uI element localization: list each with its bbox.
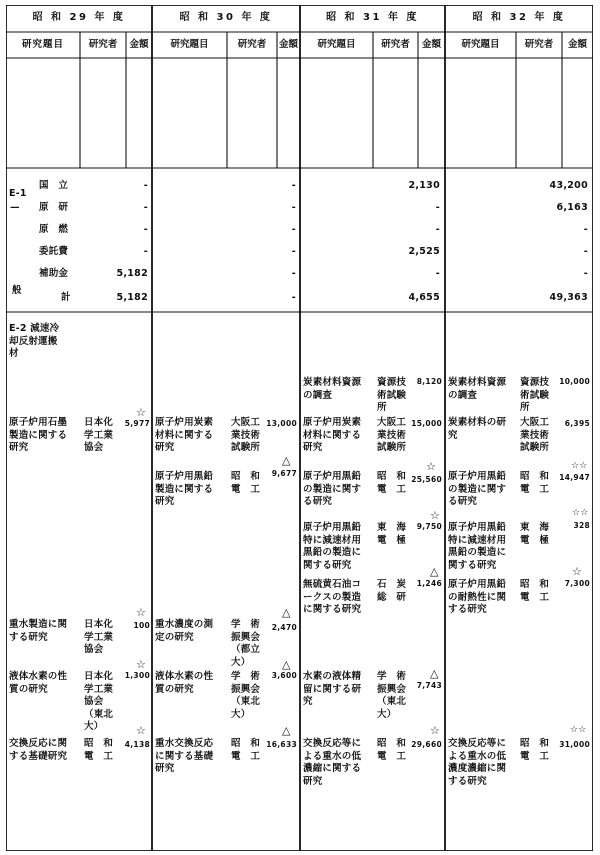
entry-topic: 交換反応等に よる重水の低 濃度濃縮に関 する研究 <box>448 738 507 787</box>
e1-value: - <box>291 268 296 279</box>
year-header-30: 昭 和 30 年 度 <box>179 12 273 23</box>
entry-researcher: 昭 和 電 工 <box>520 471 550 495</box>
entry-amount: 2,470 <box>271 623 297 632</box>
e1-value: - <box>291 224 296 235</box>
e1-value: 4,655 <box>408 292 440 303</box>
entry-researcher: 昭 和 電 工 <box>231 738 261 762</box>
e2-label: E-2 減速冷 却反射運搬 材 <box>9 323 60 359</box>
entry-topic: 交換反応等に よる重水の低 濃縮に関する 研究 <box>303 738 362 787</box>
entry-amount: 25,560 <box>411 475 442 484</box>
entry-topic: 無硫黄石油コ ークスの製造 に関する研究 <box>303 579 362 615</box>
entry-researcher: 東 海 電 極 <box>520 522 550 546</box>
entry-researcher: 昭 和 電 工 <box>377 471 407 495</box>
entry-researcher: 学 術 振興会 （東北 大） <box>231 671 261 720</box>
entry-amount: 5,977 <box>124 419 150 428</box>
entry-amount: 1,300 <box>124 671 150 680</box>
triangle-mark: △ <box>282 724 291 737</box>
entry-amount: 6,395 <box>564 419 590 428</box>
star-mark: ☆☆ <box>571 461 588 471</box>
e1-value: - <box>583 268 588 279</box>
triangle-mark: △ <box>430 565 439 578</box>
e1-value: 43,200 <box>549 180 588 191</box>
entry-amount: 4,138 <box>124 740 150 749</box>
e1-value: - <box>291 180 296 191</box>
entry-researcher: 昭 和 電 工 <box>84 738 114 762</box>
e1-value: 6,163 <box>556 202 588 213</box>
col-researcher-32: 研究者 <box>524 39 554 50</box>
e1-row-label: 計 <box>61 292 71 303</box>
entry-amount: 13,000 <box>266 419 297 428</box>
e1-row-label: 補助金 <box>39 268 69 279</box>
entry-amount: 15,000 <box>411 419 442 428</box>
entry-amount: 3,600 <box>271 671 297 680</box>
e1-value: - <box>583 246 588 257</box>
year-header-31: 昭 和 31 年 度 <box>326 12 419 23</box>
entry-amount: 9,750 <box>416 522 442 531</box>
e1-value: 5,182 <box>116 292 148 303</box>
entry-amount: 16,633 <box>266 740 297 749</box>
entry-topic: 交換反応に関 する基礎研究 <box>9 738 68 762</box>
e1-value: - <box>291 292 296 303</box>
col-amount-31: 金額 <box>421 39 441 50</box>
entry-researcher: 昭 和 電 工 <box>520 738 550 762</box>
e1-value: - <box>583 224 588 235</box>
triangle-mark: △ <box>430 667 439 680</box>
star-mark: ☆ <box>136 606 147 619</box>
e1-value: - <box>143 180 148 191</box>
entry-researcher: 資源技 術試験 所 <box>520 377 550 413</box>
year-header-32: 昭 和 32 年 度 <box>472 12 566 23</box>
entry-topic: 原子炉用黒鉛 の製造に関す る研究 <box>448 471 507 507</box>
col-amount-29: 金額 <box>129 39 149 50</box>
entry-amount: 10,000 <box>559 377 590 386</box>
year-header-29: 昭 和 29 年 度 <box>32 12 126 23</box>
e1-value: - <box>143 246 148 257</box>
entry-amount: 8,120 <box>416 377 442 386</box>
star-mark: ☆ <box>136 658 147 671</box>
col-topic-30: 研究題目 <box>170 39 209 50</box>
e1-value: 2,525 <box>408 246 440 257</box>
triangle-mark: △ <box>282 658 291 671</box>
entry-researcher: 昭 和 電 工 <box>377 738 407 762</box>
triangle-mark: △ <box>282 606 291 619</box>
entry-researcher: 学 術 振興会 （都立 大） <box>231 619 261 668</box>
col-researcher-31: 研究者 <box>381 39 410 50</box>
col-researcher-30: 研究者 <box>237 39 267 50</box>
entry-amount: 7,300 <box>564 579 590 588</box>
entry-topic: 原子炉用炭素 材料に関する 研究 <box>303 417 362 453</box>
entry-topic: 原子炉用黒鉛 特に減速材用 黒鉛の製造に 関する研究 <box>303 522 362 571</box>
e1-value: - <box>143 202 148 213</box>
entry-topic: 原子炉用黒鉛 の耐熱性に関 する研究 <box>448 579 507 615</box>
e1-label-bottom: 般 <box>12 285 22 296</box>
entry-researcher: 大阪工 業技術 試験所 <box>377 417 407 453</box>
col-topic-31: 研究題目 <box>317 39 356 50</box>
star-mark: ☆ <box>572 565 583 578</box>
star-mark: ☆ <box>430 509 441 522</box>
col-topic-32: 研究題目 <box>461 39 500 50</box>
entry-researcher: 昭 和 電 工 <box>231 471 261 495</box>
entry-researcher: 石 炭 総 研 <box>377 579 407 603</box>
triangle-mark: △ <box>282 454 291 467</box>
entry-researcher: 東 海 電 極 <box>377 522 407 546</box>
entry-topic: 原子炉用炭素 材料に関する 研究 <box>155 417 214 453</box>
e1-row-label: 原 燃 <box>39 224 69 235</box>
star-mark: ☆ <box>136 406 147 419</box>
entry-amount: 29,660 <box>411 740 442 749</box>
e1-value: - <box>435 268 440 279</box>
e1-value: 49,363 <box>549 292 588 303</box>
entry-topic: 原子炉用黒鉛 の製造に関す る研究 <box>303 471 362 507</box>
entry-topic: 液体水素の性 質の研究 <box>155 671 214 695</box>
entry-amount: 7,743 <box>416 681 442 690</box>
star-mark: ☆☆ <box>572 508 589 518</box>
entry-researcher: 日本化 学工業 協会 <box>84 417 114 453</box>
entry-topic: 重水製造に関 する研究 <box>9 619 68 643</box>
entry-topic: 液体水素の性 質の研究 <box>9 671 68 695</box>
col-amount-32: 金額 <box>567 39 587 50</box>
e1-value: - <box>291 246 296 257</box>
e1-value: - <box>435 202 440 213</box>
entry-topic: 炭素材料資源 の調査 <box>303 377 362 401</box>
e1-value: - <box>291 202 296 213</box>
entry-topic: 炭素材料資源 の調査 <box>448 377 507 401</box>
entry-amount: 31,000 <box>559 740 590 749</box>
entry-amount: 14,947 <box>559 473 590 482</box>
star-mark: ☆☆ <box>570 725 587 735</box>
entry-researcher: 学 術 振興会 （東北 大） <box>377 671 407 720</box>
budget-table <box>6 5 593 851</box>
entry-topic: 重水濃度の測 定の研究 <box>155 619 214 643</box>
e1-dash: — <box>10 202 20 213</box>
entry-amount: 100 <box>133 621 150 630</box>
entry-amount: 9,677 <box>271 469 297 478</box>
e1-row-label: 委託費 <box>39 246 69 257</box>
e1-row-label: 国 立 <box>39 180 69 191</box>
entry-researcher: 資源技 術試験 所 <box>377 377 407 413</box>
entry-topic: 水素の液体精 留に関する研 究 <box>303 671 362 707</box>
entry-topic: 原子炉用黒鉛 特に減速材用 黒鉛の製造に 関する研究 <box>448 522 507 571</box>
e1-value: 5,182 <box>116 268 148 279</box>
entry-topic: 原子炉用石墨 製造に関する 研究 <box>9 417 68 453</box>
star-mark: ☆ <box>426 460 437 473</box>
entry-researcher: 大阪工 業技術 試験所 <box>520 417 550 453</box>
col-topic-29: 研究題目 <box>21 39 64 50</box>
e1-value: - <box>435 224 440 235</box>
entry-researcher: 大阪工 業技術 試験所 <box>231 417 261 453</box>
entry-topic: 炭素材料の研 究 <box>448 417 507 441</box>
col-amount-30: 金額 <box>278 39 298 50</box>
star-mark: ☆ <box>430 724 441 737</box>
e1-value: 2,130 <box>408 180 440 191</box>
e1-value: - <box>143 224 148 235</box>
entry-researcher: 日本化 学工業 協会 （東北 大） <box>84 671 114 732</box>
entry-researcher: 昭 和 電 工 <box>520 579 550 603</box>
entry-amount: 1,246 <box>416 579 442 588</box>
star-mark: ☆ <box>136 724 147 737</box>
e1-row-label: 原 研 <box>39 202 69 213</box>
e1-label: E-1 <box>9 188 27 199</box>
entry-topic: 原子炉用黒鉛 製造に関する 研究 <box>155 471 214 507</box>
col-researcher-29: 研究者 <box>88 39 118 50</box>
entry-topic: 重水交換反応 に関する基礎 研究 <box>155 738 214 774</box>
entry-researcher: 日本化 学工業 協会 <box>84 619 114 655</box>
entry-amount: 328 <box>573 521 590 530</box>
